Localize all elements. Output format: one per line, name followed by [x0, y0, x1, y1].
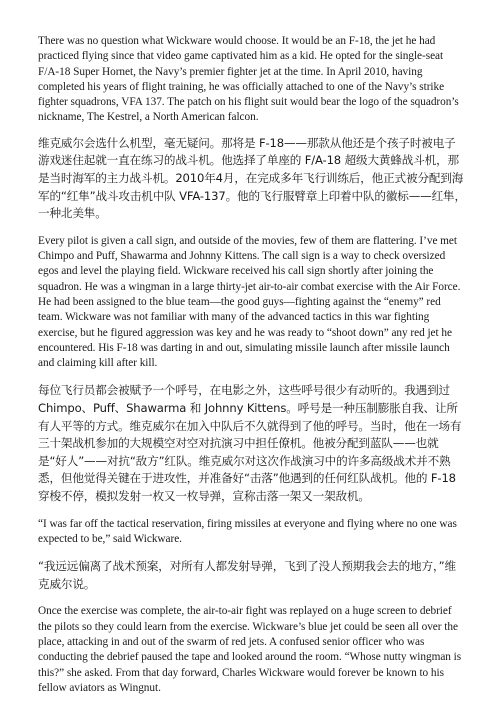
chinese-paragraph-2: 每位飞行员都会被赋予一个呼号，在电影之外，这些呼号很少有动听的。我遇到过 Chimpo、Puff、Shawarma 和 Johnny Kittens。呼号是一种压制膨胀自我、让所有人平等的方式。维克威尔在加入中队后不久就得到了他的呼号。当时，他在一场有三十架战机参加的大规模空对空对抗演习中担任僚机。他被分配到蓝队——也就是“好人”——对抗“敌方”红队。维克威尔对这次作战演习中的许多高级战术并不熟悉，但他觉得关键在于进攻性，并准备好“击落”他遇到的任何红队战机。他的 F-18 穿梭不停，模拟发射一枚又一枚导弹，宣称击落一架又一架敌机。	[38, 383, 462, 503]
english-paragraph-3: “I was far off the tactical reservation, firing missiles at everyone and flying where no one was expected to be,” said Wickware.	[38, 517, 457, 545]
english-paragraph-2: Every pilot is given a call sign, and outside of the movies, few of them are flattering. I’ve met Chimpo and Puff, Shawarma and Johnny Kittens. The call sign is a way to check oversized egos and level the playing field. Wickware received his call sign shortly after joining the squadron. He was a wingman in a large thirty-jet air-to-air combat exercise with the Air Force. He had been assigned to the blue team—the good guys—fighting against the “enemy” red team. Wickware was not familiar with many of the advanced tactics in this war fighting exercise, but he figured aggression was key and he was ready to “shoot down” any red jet he encountered. His F-18 was darting in and out, simulating missile launch after missile launch and claiming kill after kill.	[38, 234, 461, 370]
chinese-paragraph-1: 维克威尔会选什么机型，毫无疑问。那将是 F-18——那款从他还是个孩子时被电子游戏迷住起就一直在练习的战斗机。他选择了单座的 F/A-18 超级大黄蜂战斗机，那是当时海军的主力战斗机。2010年4月，在完成多年飞行训练后，他正式被分配到海军的“红隼”战斗攻击机中队 VFA-137。他的飞行服臂章上印着中队的徽标——红隼，一种北美隼。	[38, 135, 466, 221]
english-paragraph-1: There was no question what Wickware would choose. It would be an F-18, the jet he had practiced flying since that video game captivated him as a kid. He opted for the single-seat F/A-18 Super Hornet, the Navy’s premier fighter jet at the time. In April 2010, having completed his years of flight training, he was officially attached to one of the Navy’s strike fighter squadrons, VFA 137. The patch on his flight suit would bear the logo of the squadron’s nickname, The Kestrel, a North American falcon.	[38, 35, 459, 124]
chinese-paragraph-3: “我远远偏离了战术预案，对所有人都发射导弹，飞到了没人预期我会去的地方，”维克威尔说。	[38, 559, 456, 591]
english-paragraph-4: Once the exercise was complete, the air-to-air fight was replayed on a huge screen to debrief the pilots so they could learn from the exercise. Wickware’s blue jet could be seen all over the place, attacking in and out of the swarm of red jets. A confused senior officer who was conducting the debrief paused the tape and looked around the room. “Whose nutty wingman is this?” she asked. From that day forward, Charles Wickware would forever be known to his fellow aviators as Wingnut.	[38, 605, 462, 694]
